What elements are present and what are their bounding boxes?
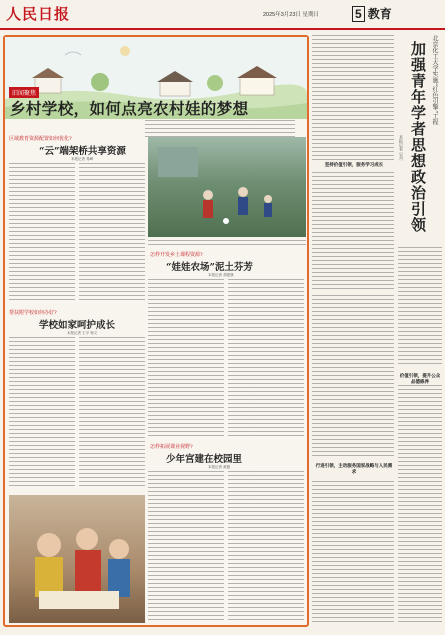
- article-3-title: “娃娃农场”泥土芬芳: [166, 262, 253, 273]
- article-2-body-left: [9, 337, 75, 487]
- sidebar-subhead-2: 价值引领，提升公众品德修养: [399, 374, 441, 385]
- article-1-title: “云”端架桥共享资源: [39, 146, 126, 157]
- section-name: 教育: [367, 7, 392, 21]
- article-2-body-right: [79, 337, 145, 487]
- soccer-scene-icon: [148, 137, 306, 237]
- sidebar-subhead-1: 坚持价值引领，服务学习成长: [324, 163, 384, 168]
- sidebar-subhead-3: 行进引领，主动服务国家战略与人民需求: [315, 464, 393, 475]
- section-tag-label: 旧闻聚焦: [12, 91, 37, 97]
- article-3-byline: 本报记者 胡建康: [208, 273, 234, 277]
- page-number: 5: [352, 6, 365, 22]
- sidebar-article: [312, 35, 442, 625]
- article-2-kicker: 帮扶附学校如何办好?: [9, 310, 57, 316]
- article-4-body-left: [148, 471, 224, 623]
- sidebar-body-6: [398, 385, 442, 623]
- photo-students-soccer: [148, 137, 306, 237]
- page-header: [352, 5, 392, 22]
- sidebar-body-2: [398, 247, 442, 367]
- article-3: [148, 251, 306, 441]
- article-4: [148, 443, 306, 627]
- feature-section: [3, 35, 309, 627]
- article-1: [9, 135, 145, 305]
- newspaper-logo: 人民日报: [6, 5, 71, 23]
- article-1-body-right: [79, 163, 145, 303]
- photo-children-reading: [9, 495, 145, 623]
- vertical-headline: 加强青年学者思想政治引领: [409, 41, 427, 233]
- photo-1-caption: [148, 240, 306, 248]
- article-3-body-left: [148, 279, 224, 439]
- article-4-kicker: 怎样拓展课业视野?: [150, 444, 193, 450]
- article-4-byline: 本报记者 黄磊: [208, 465, 231, 469]
- article-2-title: 学校如家呵护成长: [39, 320, 116, 331]
- feature-headline: 乡村学校，如何点亮农村娃的梦想: [10, 99, 249, 118]
- masthead-rule: [0, 28, 445, 30]
- vertical-byline: 本报记者 吴丹: [399, 135, 404, 161]
- article-4-title: 少年宫建在校园里: [166, 454, 243, 465]
- sidebar-body-3: [312, 295, 394, 405]
- issue-date: 2025年3月23日 星期日: [263, 12, 319, 18]
- vertical-kicker: 北京化工大学实施“红色引擎”工程: [431, 35, 438, 126]
- article-1-kicker: 区域教育资源配置如何优化?: [9, 136, 72, 142]
- article-1-body-left: [9, 163, 75, 303]
- masthead: [0, 0, 445, 28]
- sidebar-body-1: [312, 172, 394, 292]
- article-2: [9, 309, 145, 489]
- article-4-body-right: [228, 471, 304, 623]
- sidebar-body-top: [312, 35, 394, 160]
- article-1-byline: 本报记者 易峰: [71, 157, 94, 161]
- children-scene-icon: [9, 495, 145, 623]
- sidebar-body-5: [312, 481, 394, 623]
- article-2-byline: 本报记者 王平 杨文: [67, 331, 98, 335]
- article-3-kicker: 怎样开发乡土课程资源?: [150, 252, 203, 258]
- sidebar-body-4: [312, 407, 394, 459]
- article-3-body-right: [228, 279, 304, 439]
